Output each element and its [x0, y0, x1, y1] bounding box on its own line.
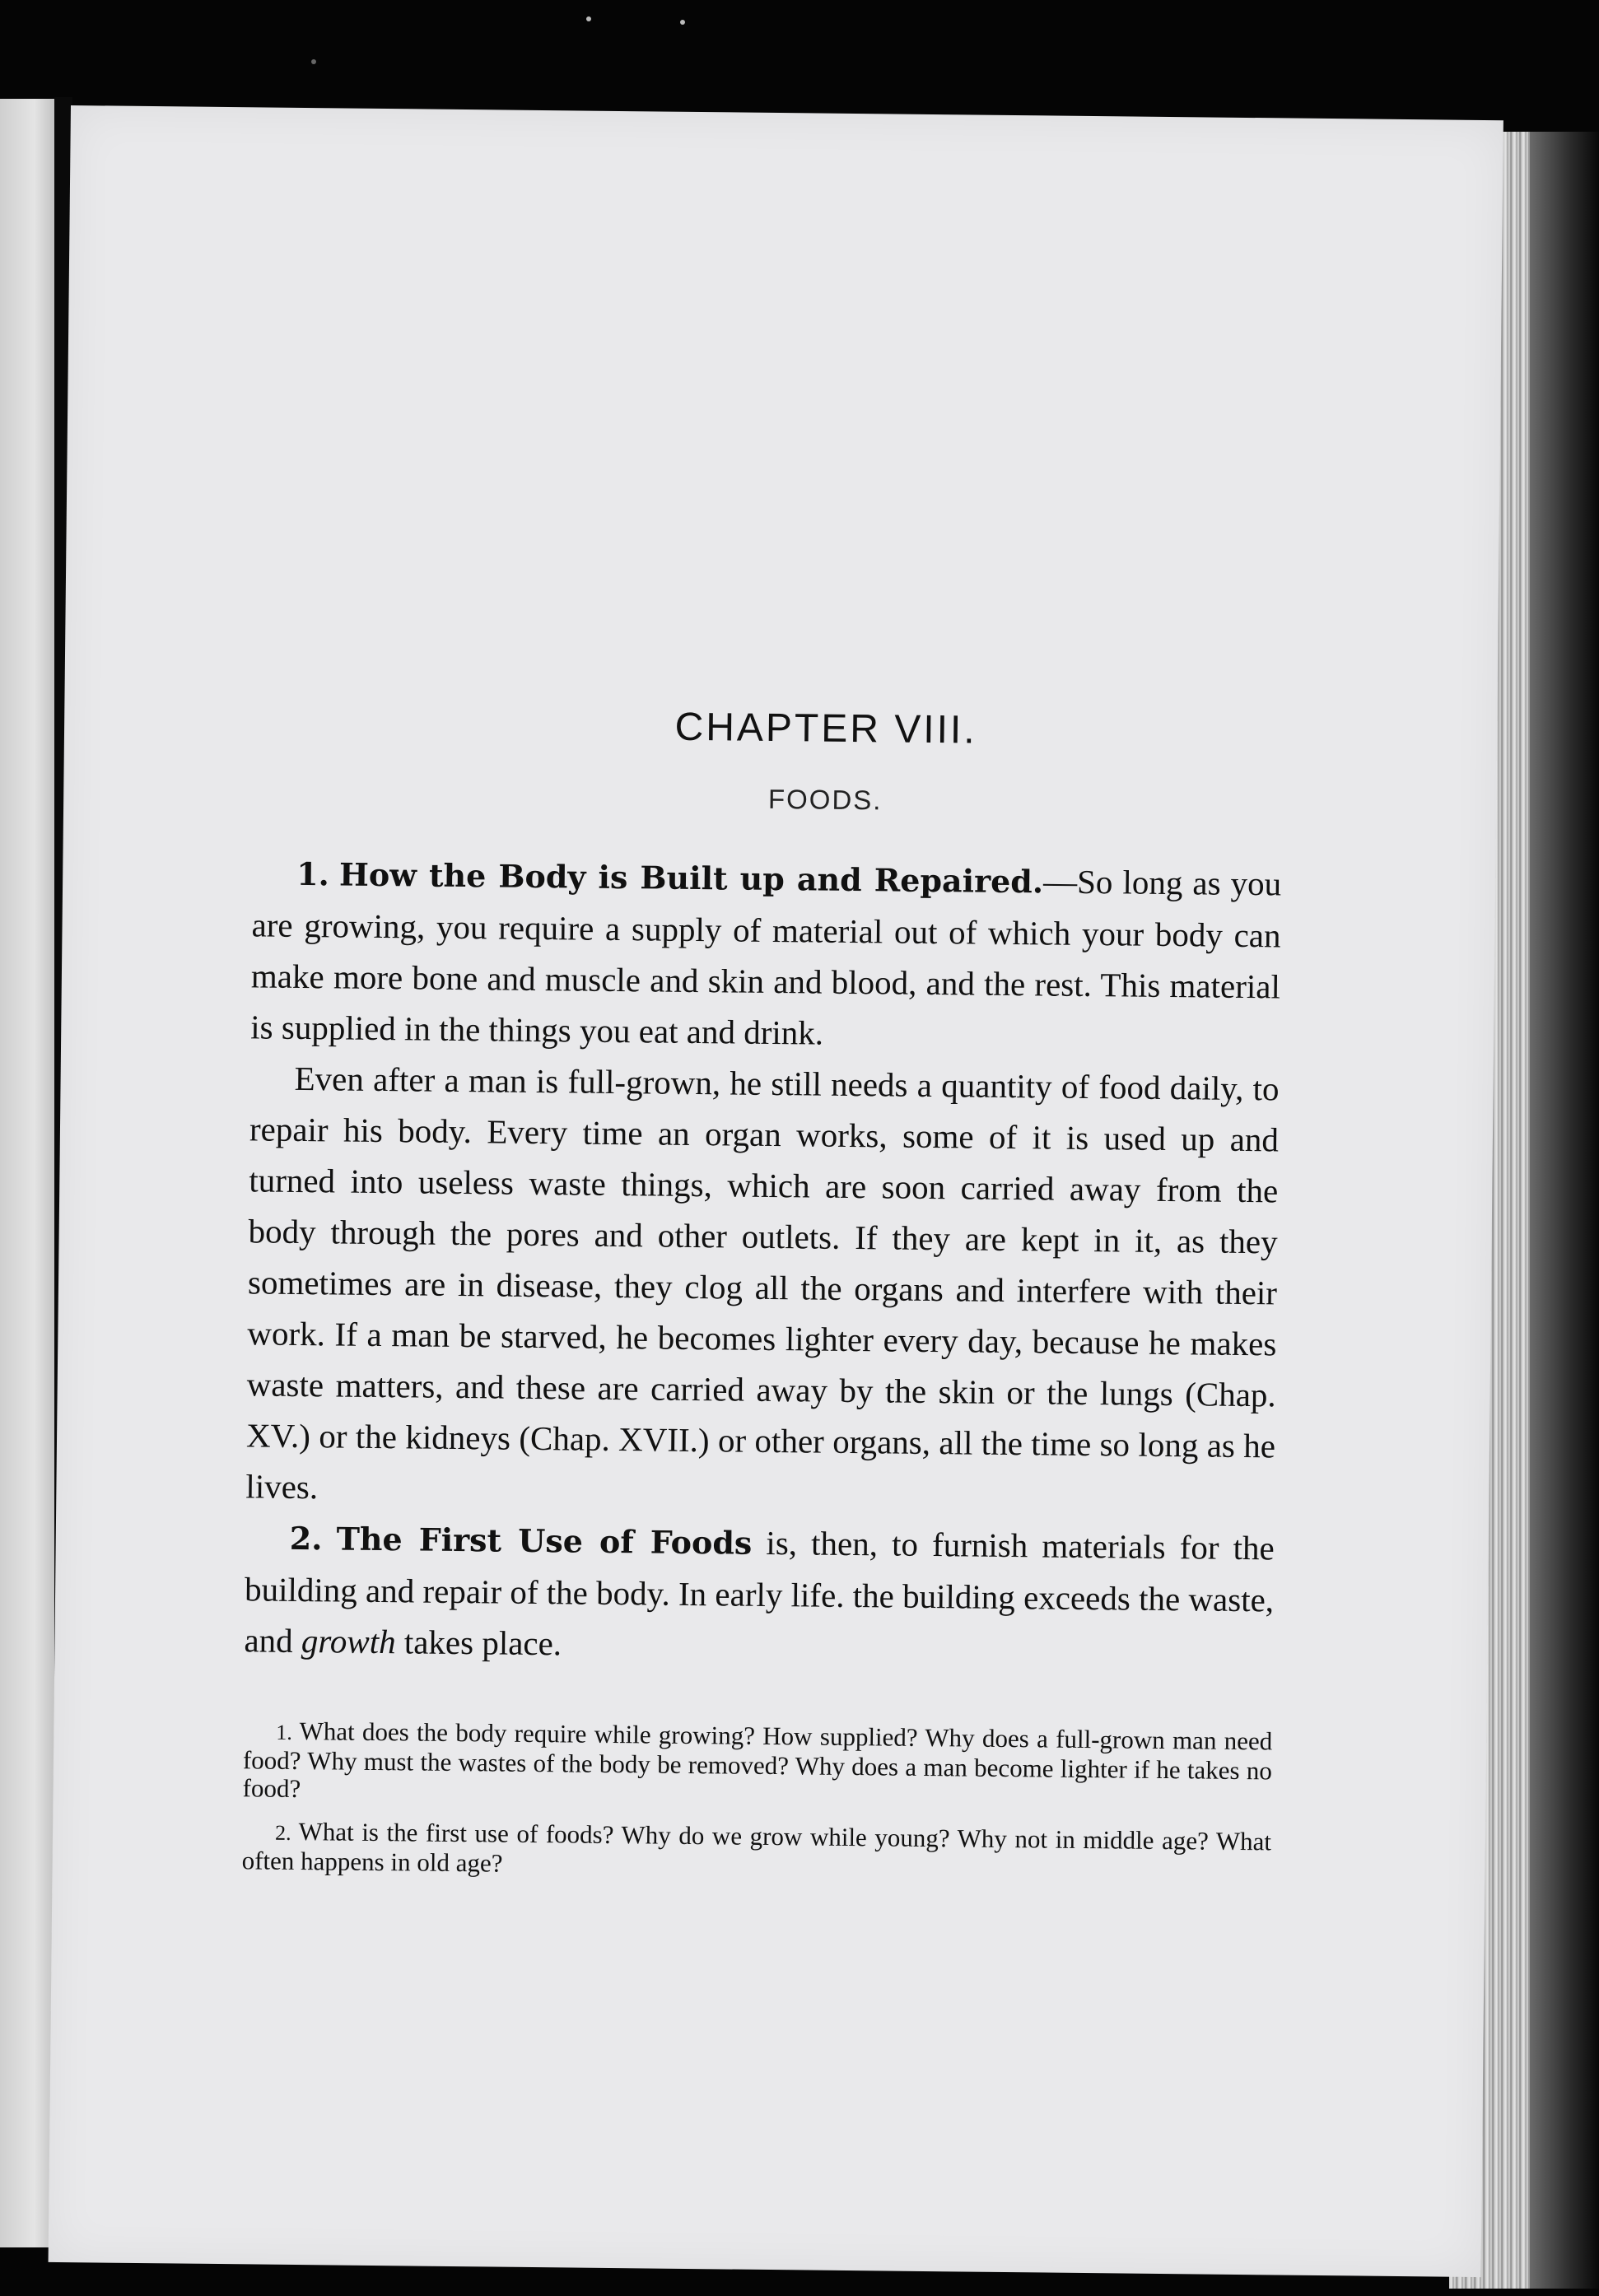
paragraph-3-text-after: takes place. [395, 1623, 562, 1663]
paragraph-3-emphasis: growth [301, 1622, 396, 1661]
chapter-title: FOODS. [767, 783, 883, 816]
question-2 [242, 1817, 1272, 1885]
paragraph-3-heading: The First Use of Foods [336, 1520, 753, 1562]
paragraph-1 [250, 847, 1282, 1063]
book-page [49, 105, 1503, 2277]
question-1-number: 1. [276, 1720, 292, 1744]
paragraph-3-text-before: is, then, to furnish materials for the building and repair of the body. In early life. the building exceeds the waste, and [244, 1523, 1275, 1660]
page-stack-shadow [1530, 132, 1599, 2289]
question-1-text: What does the body require while growing? How supplied? Why does a full-grown man need food? Why must the wastes of the body be removed? Why does a man become lighter if he takes no food? [242, 1716, 1273, 1804]
paragraph-3 [244, 1511, 1275, 1676]
question-2-number: 2. [274, 1820, 291, 1845]
review-questions [242, 1716, 1273, 1885]
question-2-text: What is the first use of foods? Why do we grow while young? Why not in middle age? What often happens in old age? [241, 1817, 1272, 1878]
paragraph-1-text: —So long as you are growing, you require a supply of material out of which your body can make more bone and muscle and skin and blood, and the rest. This material is supplied in the things you eat and drink. [250, 862, 1282, 1052]
chapter-heading: CHAPTER VIII. [674, 705, 977, 752]
scan-speck [311, 59, 316, 64]
question-1 [242, 1716, 1272, 1813]
paragraph-1-number: 1. [296, 855, 330, 893]
scan-speck [586, 16, 591, 21]
facing-page-edge [0, 99, 58, 2247]
paragraph-2 [245, 1052, 1280, 1522]
scan-speck [680, 20, 685, 25]
paragraph-3-number: 2. [289, 1519, 323, 1558]
page-content [241, 700, 1283, 1900]
paragraph-2-text: Even after a man is full-grown, he still needs a quantity of food daily, to repair his body. Every time an organ works, some of it is used up and turned into useless waste things, which are soon carried away from the body through the pores and other outlets. If they are kept in it, as they sometimes are in disease, they clog all the organs and interfere with their work. If a man be starved, he becomes lighter every day, because he makes waste matters, and these are carried away by the skin or the lungs (Chap. XV.) or the kidneys (Chap. XVII.) or other organs, all the time so long as he lives. [245, 1059, 1280, 1507]
paragraph-1-heading: How the Body is Built up and Repaired. [338, 855, 1044, 901]
